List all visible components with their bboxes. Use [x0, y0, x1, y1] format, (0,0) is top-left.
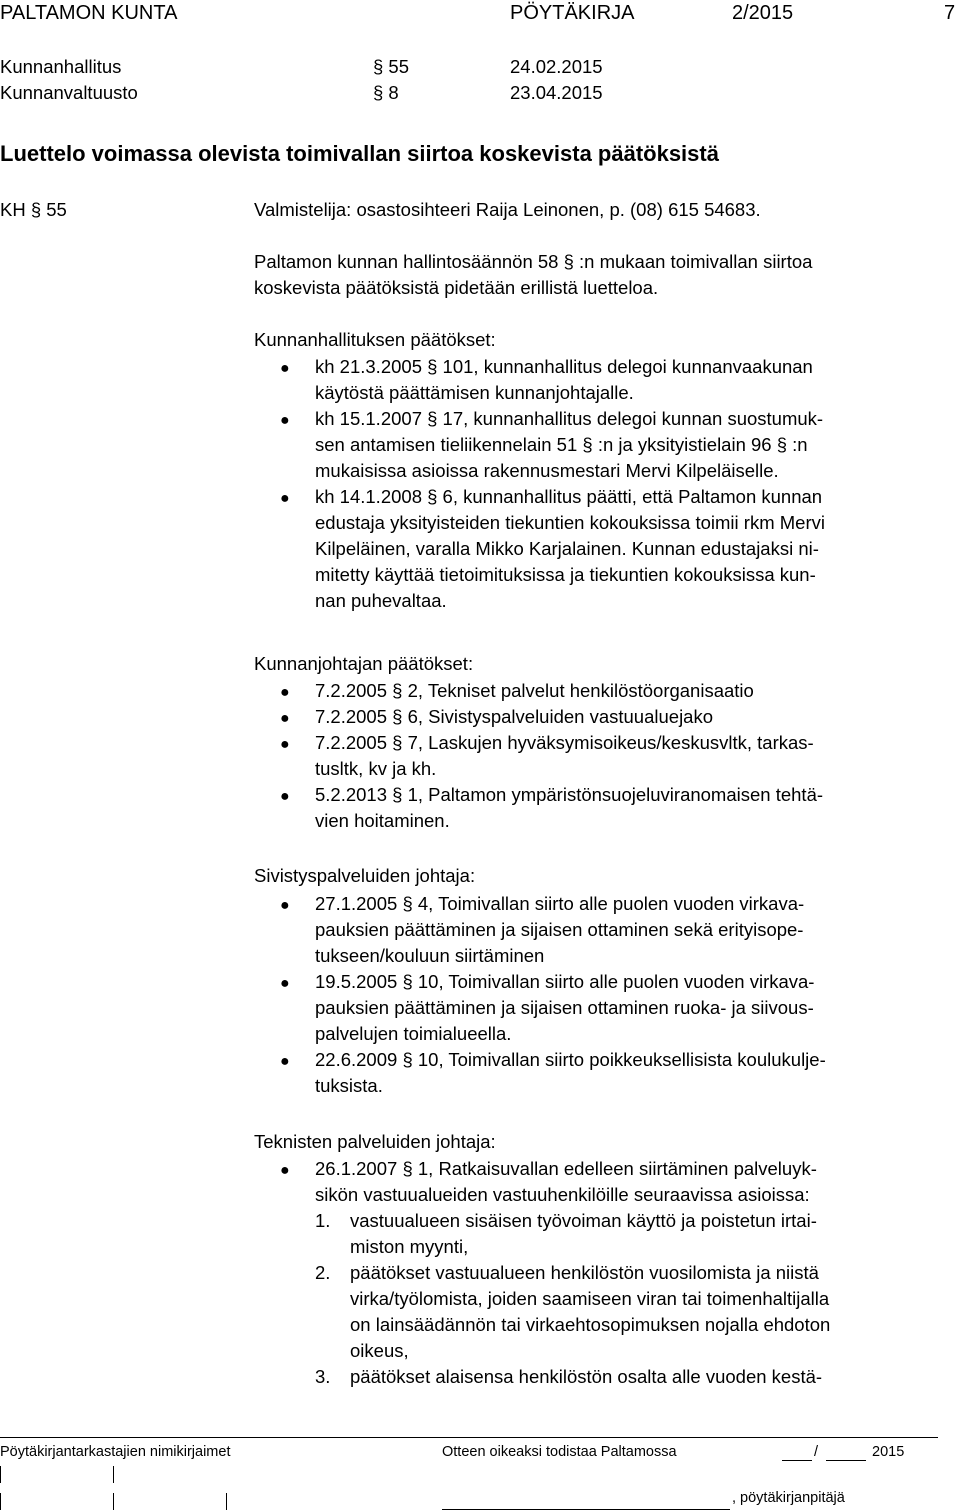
list-line: pauksien päättäminen ja sijaisen ottaminen ruoka- ja siivous-	[315, 997, 814, 1018]
list-line: vastuualueen sisäisen työvoiman käyttö ja poistetun irtai-	[350, 1210, 817, 1231]
bullet-icon: ●	[280, 975, 290, 992]
list-line: kh 21.3.2005 § 101, kunnanhallitus delegoi kunnanvaakunan	[315, 356, 813, 377]
initials-box-divider	[0, 1493, 1, 1510]
section-heading-siv: Sivistyspalveluiden johtaja:	[254, 865, 476, 886]
list-line: sen antamisen tieliikennelain 51 § :n ja yksityistielain 96 § :n	[315, 434, 808, 455]
list-line: tusltk, kv ja kh.	[315, 758, 437, 779]
bullet-icon: ●	[280, 710, 290, 727]
footer-divider	[0, 1437, 938, 1438]
list-line: päätökset vastuualueen henkilöstön vuosilomista ja niistä	[350, 1262, 819, 1283]
signature-label: , pöytäkirjanpitäjä	[732, 1490, 845, 1506]
list-line: palvelujen toimialueella.	[315, 1023, 512, 1044]
meeting-body: Kunnanvaltuusto	[0, 82, 138, 103]
list-line: päätökset alaisensa henkilöstön osalta alle vuoden kestä-	[350, 1366, 823, 1387]
list-line: tukseen/kouluun siirtäminen	[315, 945, 545, 966]
preparer-line: Valmistelija: osastosihteeri Raija Leinonen, p. (08) 615 54683.	[254, 199, 761, 220]
footer-certify-label: Otteen oikeaksi todistaa Paltamossa	[442, 1444, 677, 1460]
list-line: vien hoitaminen.	[315, 810, 450, 831]
bullet-icon: ●	[280, 897, 290, 914]
bullet-icon: ●	[280, 360, 290, 377]
document-number: 2/2015	[732, 2, 794, 24]
list-number: 2.	[315, 1262, 331, 1283]
list-number: 3.	[315, 1366, 331, 1387]
initials-box-divider	[113, 1466, 114, 1483]
intro-line: Paltamon kunnan hallintosäännön 58 § :n mukaan toimivallan siirtoa	[254, 251, 813, 272]
item-reference: KH § 55	[0, 199, 67, 220]
date-slash: /	[814, 1444, 819, 1460]
footer-initials-label: Pöytäkirjantarkastajien nimikirjaimet	[0, 1444, 231, 1460]
section-heading-kj: Kunnanjohtajan päätökset:	[254, 653, 474, 674]
meeting-date: 24.02.2015	[510, 56, 603, 77]
list-line: 19.5.2005 § 10, Toimivallan siirto alle puolen vuoden virkava-	[315, 971, 815, 992]
list-line: sikön vastuualueiden vastuuhenkilöille seuraavissa asioissa:	[315, 1184, 810, 1205]
list-line: kh 14.1.2008 § 6, kunnanhallitus päätti, että Paltamon kunnan	[315, 486, 823, 507]
document-type: PÖYTÄKIRJA	[510, 2, 635, 24]
list-line: miston myynti,	[350, 1236, 469, 1257]
list-line: mukaisissa asioissa rakennusmestari Mervi Kilpeläiselle.	[315, 460, 779, 481]
list-line: tuksista.	[315, 1075, 383, 1096]
meeting-section: § 55	[373, 56, 410, 77]
page-title: Luettelo voimassa olevista toimivallan siirtoa koskevista päätöksistä	[0, 141, 719, 166]
initials-box-divider	[226, 1493, 227, 1510]
list-number: 1.	[315, 1210, 331, 1231]
list-line: oikeus,	[350, 1340, 409, 1361]
list-line: kh 15.1.2007 § 17, kunnanhallitus delegoi kunnan suostumuk-	[315, 408, 824, 429]
list-line: edustaja yksityisteiden tiekuntien kokouksissa toimii rkm Mervi	[315, 512, 825, 533]
initials-box-divider	[113, 1493, 114, 1510]
footer-year: 2015	[872, 1444, 905, 1460]
bullet-icon: ●	[280, 736, 290, 753]
month-field[interactable]	[826, 1460, 866, 1461]
list-line: 7.2.2005 § 2, Tekniset palvelut henkilöstöorganisaatio	[315, 680, 754, 701]
section-heading-tek: Teknisten palveluiden johtaja:	[254, 1131, 496, 1152]
list-line: 5.2.2013 § 1, Paltamon ympäristönsuojeluviranomaisen tehtä-	[315, 784, 824, 805]
bullet-icon: ●	[280, 490, 290, 507]
list-line: Kilpeläinen, varalla Mikko Karjalainen. Kunnan edustajaksi ni-	[315, 538, 819, 559]
org-name: PALTAMON KUNTA	[0, 2, 178, 24]
initials-box-divider	[0, 1466, 1, 1483]
list-line: 22.6.2009 § 10, Toimivallan siirto poikkeuksellisista koulukulje-	[315, 1049, 826, 1070]
list-line: virka/työlomista, joiden saamiseen viran tai toimenhaltijalla	[350, 1288, 830, 1309]
bullet-icon: ●	[280, 684, 290, 701]
intro-line: koskevista päätöksistä pidetään erillistä luetteloa.	[254, 277, 659, 298]
meeting-body: Kunnanhallitus	[0, 56, 122, 77]
list-line: 26.1.2007 § 1, Ratkaisuvallan edelleen siirtäminen palveluyk-	[315, 1158, 817, 1179]
bullet-icon: ●	[280, 412, 290, 429]
signature-field[interactable]	[442, 1509, 730, 1510]
meeting-section: § 8	[373, 82, 399, 103]
section-heading-kh: Kunnanhallituksen päätökset:	[254, 329, 496, 350]
list-line: pauksien päättäminen ja sijaisen ottaminen sekä erityisope-	[315, 919, 804, 940]
list-line: 7.2.2005 § 7, Laskujen hyväksymisoikeus/keskusvltk, tarkas-	[315, 732, 814, 753]
bullet-icon: ●	[280, 788, 290, 805]
list-line: on lainsäädännön tai virkaehtosopimuksen nojalla ehdoton	[350, 1314, 831, 1335]
bullet-icon: ●	[280, 1053, 290, 1070]
meeting-date: 23.04.2015	[510, 82, 603, 103]
list-line: 7.2.2005 § 6, Sivistyspalveluiden vastuualuejako	[315, 706, 714, 727]
list-line: 27.1.2005 § 4, Toimivallan siirto alle puolen vuoden virkava-	[315, 893, 805, 914]
bullet-icon: ●	[280, 1162, 290, 1179]
day-field[interactable]	[782, 1460, 812, 1461]
list-line: nan puhevaltaa.	[315, 590, 447, 611]
page-number: 7	[944, 2, 956, 24]
list-line: käytöstä päättämisen kunnanjohtajalle.	[315, 382, 634, 403]
list-line: mitetty käyttää tietoimituksissa ja tiekuntien kokouksissa kun-	[315, 564, 816, 585]
